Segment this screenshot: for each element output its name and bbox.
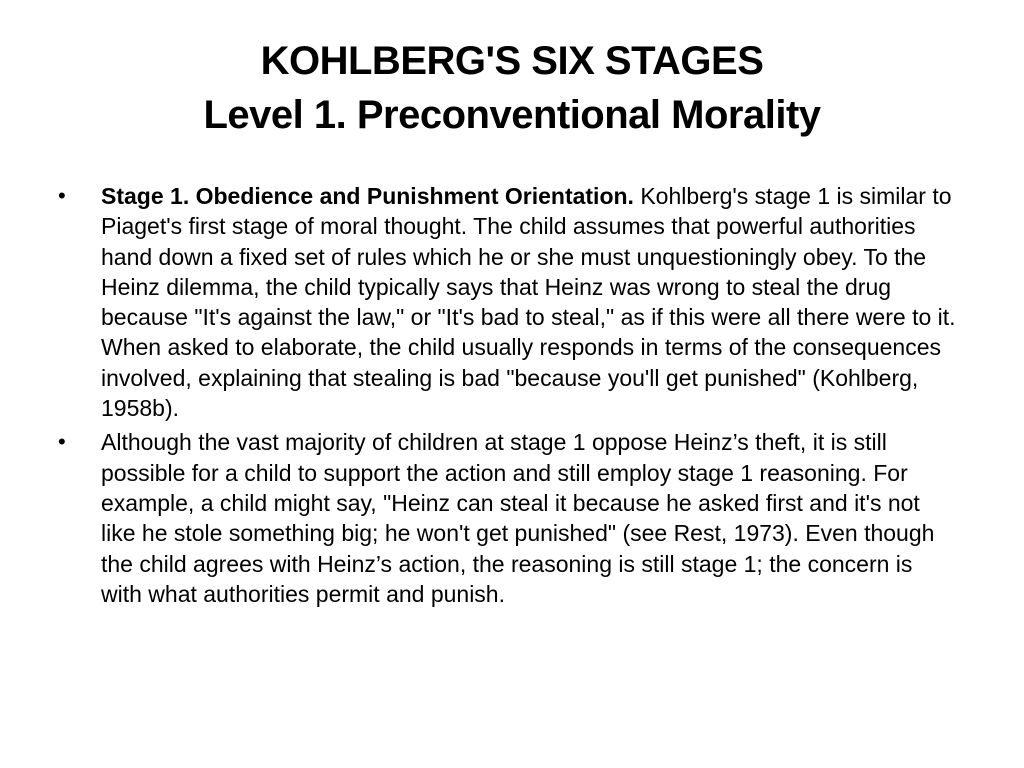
bullet-item-stage-1: [58, 181, 958, 423]
title-line-1: KOHLBERG'S SIX STAGES: [260, 39, 764, 83]
bullet-point-icon: •: [58, 183, 66, 208]
bullet-lead: Stage 1. Obedience and Punishment Orientation.: [101, 183, 634, 209]
bullet-text: Although the vast majority of children at stage 1 oppose Heinz’s theft, it is still possible for a child to support the action and still employ stage 1 reasoning. For example, a child might say, "Heinz can steal it because he asked first and it's not like he stole something big; he won't get punished" (see Rest, 1973). Even though the child agrees with Heinz’s action, the reasoning is still stage 1; the concern is with what authorities permit and punish.: [101, 429, 935, 607]
bullet-item-stage-1-support: [58, 427, 958, 609]
title-line-2: Level 1. Preconventional Morality: [203, 93, 821, 137]
bullet-list: [58, 181, 958, 613]
slide-title: [40, 34, 984, 142]
bullet-point-icon: •: [58, 429, 66, 455]
bullet-text: Kohlberg's stage 1 is similar to Piaget's first stage of moral thought. The child assumes that powerful authorities hand down a fixed set of rules which he or she must unquestioningly obey. To the Heinz dilemma, the child typically says that Heinz was wrong to steal the drug because "It's against the law," or "It's bad to steal," as if this were all there were to it. When asked to elaborate, the child usually responds in terms of the consequences involved, explaining that stealing is bad "because you'll get punished" (Kohlberg, 1958b).: [101, 183, 956, 422]
